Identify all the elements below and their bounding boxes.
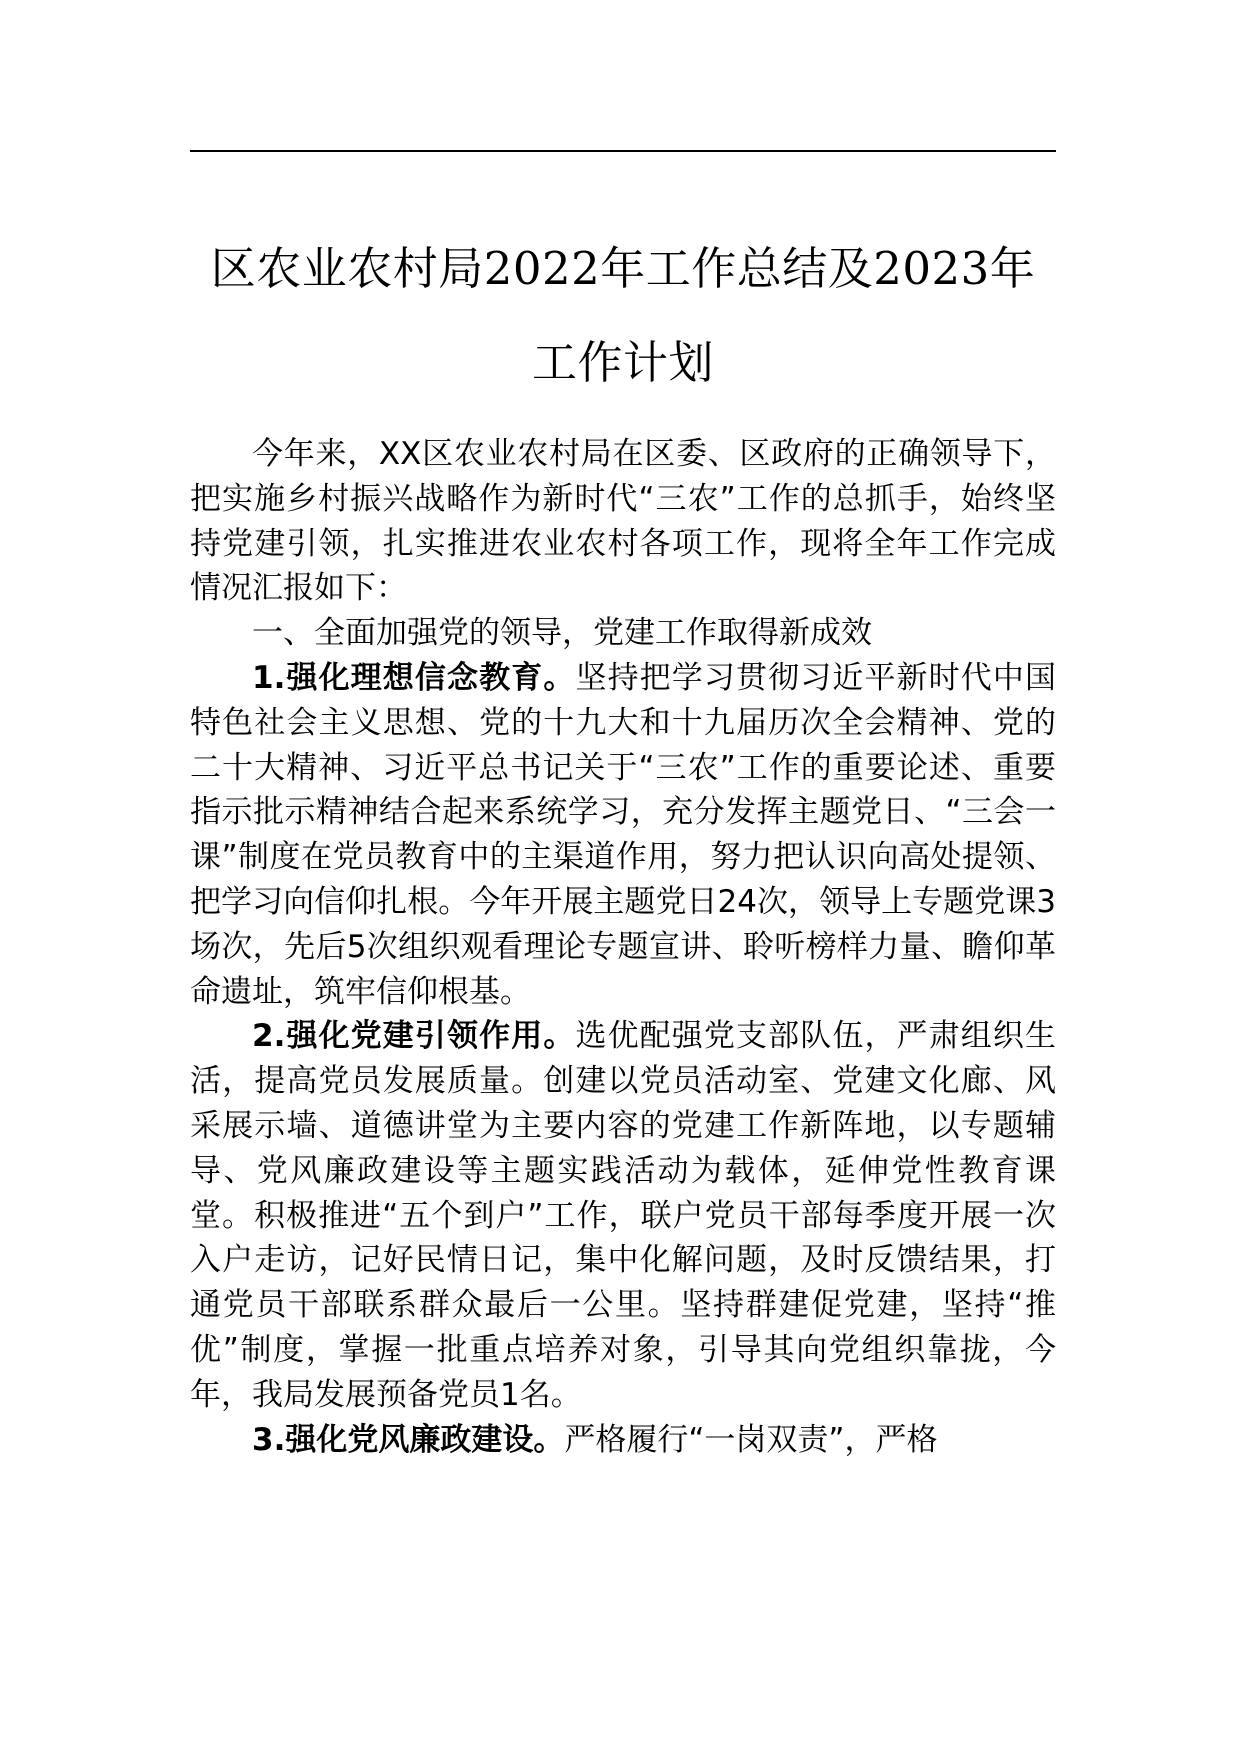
document-title: 区农业农村局2022年工作总结及2023年工作计划	[210, 242, 1036, 389]
item-text-1: 坚持把学习贯彻习近平新时代中国特色社会主义思想、党的十九大和十九届历次全会精神、党的二十大精神、习近平总书记关于“三农”工作的重要论述、重要指示批示精神结合起来系统学习，充分发挥主题党日、“三会一课”制度在党员教育中的主渠道作用，努力把认识向高处提领、把学习向信仰扎根。今年开展主题党日24次，领导上专题党课3场次，先后5次组织观看理论专题宣讲、聆听榜样力量、瞻仰革命遗址，筑牢信仰根基。	[190, 659, 1056, 1010]
document-body	[190, 432, 1056, 1462]
item-lead-1: 1.强化理想信念教育。	[252, 659, 576, 696]
item-text-2: 选优配强党支部队伍，严肃组织生活，提高党员发展质量。创建以党员活动室、党建文化廊、风采展示墙、道德讲堂为主要内容的党建工作新阵地，以专题辅导、党风廉政建设等主题实践活动为载体，延伸党性教育课堂。积极推进“五个到户”工作，联户党员干部每季度开展一次入户走访，记好民情日记，集中化解问题，及时反馈结果，打通党员干部联系群众最后一公里。坚持群建促党建，坚持“推优”制度，掌握一批重点培养对象，引导其向党组织靠拢，今年，我局发展预备党员1名。	[190, 1018, 1056, 1413]
item-paragraph-2	[190, 1014, 1056, 1417]
section-heading: 一、全面加强党的领导，党建工作取得新成效	[252, 615, 872, 652]
item-lead-3: 3.强化党风廉政建设。	[252, 1421, 565, 1458]
item-paragraph-3	[190, 1418, 1056, 1463]
intro-paragraph: 今年来，XX区农业农村局在区委、区政府的正确领导下，把实施乡村振兴战略作为新时代“三农”工作的总抓手，始终坚持党建引领，扎实推进农业农村各项工作，现将全年工作完成情况汇报如下：	[190, 436, 1056, 607]
item-lead-2: 2.强化党建引领作用。	[252, 1018, 576, 1055]
item-text-3: 严格履行“一岗双责”，严格	[564, 1421, 938, 1458]
item-paragraph-1	[190, 656, 1056, 1014]
header-rule	[190, 150, 1056, 152]
